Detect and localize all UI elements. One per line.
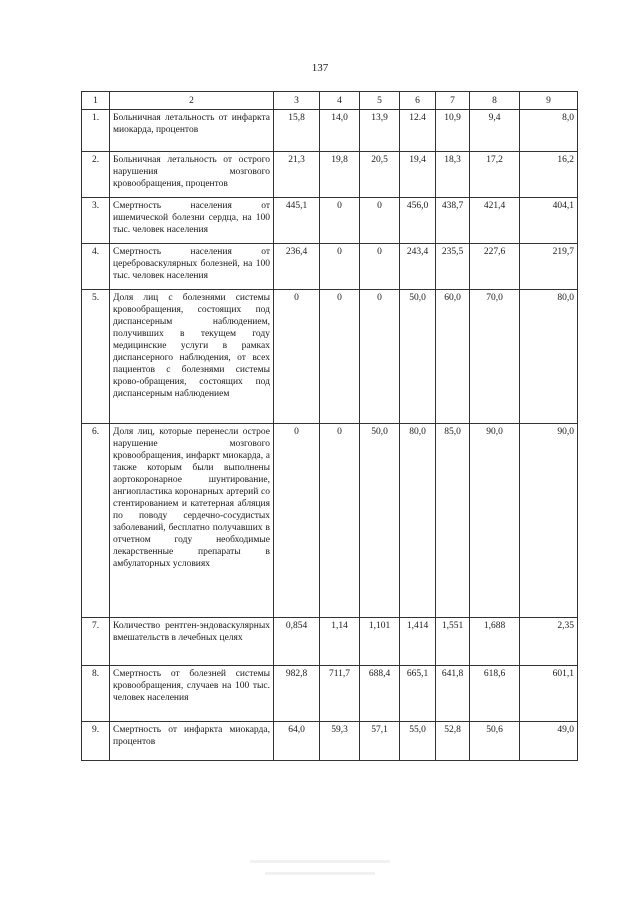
value-cell: 9,4 bbox=[470, 110, 520, 152]
value-cell: 21,3 bbox=[274, 152, 320, 198]
value-cell: 0 bbox=[274, 290, 320, 424]
row-number: 2. bbox=[82, 152, 110, 198]
indicator-description: Количество рентген-эндоваскулярных вмешательств в лечебных целях bbox=[110, 618, 274, 666]
value-cell: 16,2 bbox=[520, 152, 578, 198]
value-cell: 456,0 bbox=[400, 198, 436, 244]
table-row bbox=[82, 244, 578, 290]
value-cell: 0 bbox=[320, 244, 360, 290]
indicator-description: Смертность от инфаркта миокарда, процентов bbox=[110, 722, 274, 761]
value-cell: 641,8 bbox=[436, 666, 470, 722]
value-cell: 52,8 bbox=[436, 722, 470, 761]
table-body bbox=[82, 92, 578, 761]
table-row bbox=[82, 290, 578, 424]
table-row bbox=[82, 666, 578, 722]
value-cell: 8,0 bbox=[520, 110, 578, 152]
value-cell: 1,414 bbox=[400, 618, 436, 666]
indicator-description: Доля лиц, которые перенесли острое нарушение мозгового кровообращения, инфаркт миокарда, а также которым были выполнены аортокоронарное шунтирование, ангиопластика коронарных артерий со стентированием и катетерная абляция по поводу сердечно-сосудистых заболеваний, бесплатно получавших в отчетном году необходимые лекарственные препараты в амбулаторных условиях bbox=[110, 424, 274, 618]
value-cell: 18,3 bbox=[436, 152, 470, 198]
value-cell: 404,1 bbox=[520, 198, 578, 244]
value-cell: 19,8 bbox=[320, 152, 360, 198]
value-cell: 80,0 bbox=[400, 424, 436, 618]
value-cell: 20,5 bbox=[360, 152, 400, 198]
row-number: 6. bbox=[82, 424, 110, 618]
value-cell: 50,6 bbox=[470, 722, 520, 761]
column-header: 3 bbox=[274, 92, 320, 110]
page-number: 137 bbox=[311, 62, 329, 74]
value-cell: 64,0 bbox=[274, 722, 320, 761]
row-number: 1. bbox=[82, 110, 110, 152]
value-cell: 1,551 bbox=[436, 618, 470, 666]
value-cell: 0 bbox=[320, 290, 360, 424]
value-cell: 618,6 bbox=[470, 666, 520, 722]
value-cell: 0,854 bbox=[274, 618, 320, 666]
row-number: 5. bbox=[82, 290, 110, 424]
value-cell: 711,7 bbox=[320, 666, 360, 722]
value-cell: 219,7 bbox=[520, 244, 578, 290]
value-cell: 0 bbox=[320, 424, 360, 618]
column-header: 8 bbox=[470, 92, 520, 110]
value-cell: 13,9 bbox=[360, 110, 400, 152]
row-number: 7. bbox=[82, 618, 110, 666]
value-cell: 90,0 bbox=[520, 424, 578, 618]
value-cell: 0 bbox=[274, 424, 320, 618]
indicator-description: Больничная летальность от инфаркта миокарда, процентов bbox=[110, 110, 274, 152]
value-cell: 235,5 bbox=[436, 244, 470, 290]
value-cell: 688,4 bbox=[360, 666, 400, 722]
column-header: 2 bbox=[110, 92, 274, 110]
value-cell: 0 bbox=[360, 290, 400, 424]
value-cell: 445,1 bbox=[274, 198, 320, 244]
value-cell: 17,2 bbox=[470, 152, 520, 198]
value-cell: 243,4 bbox=[400, 244, 436, 290]
column-header: 9 bbox=[520, 92, 578, 110]
table-header-row bbox=[82, 92, 578, 110]
value-cell: 665,1 bbox=[400, 666, 436, 722]
value-cell: 1,688 bbox=[470, 618, 520, 666]
value-cell: 15,8 bbox=[274, 110, 320, 152]
table-row bbox=[82, 424, 578, 618]
row-number: 4. bbox=[82, 244, 110, 290]
value-cell: 0 bbox=[360, 198, 400, 244]
value-cell: 1,14 bbox=[320, 618, 360, 666]
value-cell: 438,7 bbox=[436, 198, 470, 244]
indicator-description: Больничная летальность от острого нарушения мозгового кровообращения, процентов bbox=[110, 152, 274, 198]
scan-artifact bbox=[250, 860, 390, 863]
value-cell: 421,4 bbox=[470, 198, 520, 244]
value-cell: 60,0 bbox=[436, 290, 470, 424]
table-row bbox=[82, 110, 578, 152]
value-cell: 227,6 bbox=[470, 244, 520, 290]
indicator-description: Доля лиц с болезнями системы кровообращения, состоящих под диспансерным наблюдением, получивших в текущем году медицинские услуги в рамках диспансерного наблюдения, от всех пациентов с болезнями системы крово-обращения, состоящих под диспансерным наблюдением bbox=[110, 290, 274, 424]
table-row bbox=[82, 618, 578, 666]
value-cell: 55,0 bbox=[400, 722, 436, 761]
value-cell: 85,0 bbox=[436, 424, 470, 618]
indicator-description: Смертность от болезней системы кровообращения, случаев на 100 тыс. человек населения bbox=[110, 666, 274, 722]
table-row bbox=[82, 198, 578, 244]
indicators-table bbox=[81, 91, 578, 761]
value-cell: 601,1 bbox=[520, 666, 578, 722]
value-cell: 982,8 bbox=[274, 666, 320, 722]
row-number: 3. bbox=[82, 198, 110, 244]
indicator-description: Смертность населения от цереброваскулярных болезней, на 100 тыс. человек населения bbox=[110, 244, 274, 290]
value-cell: 2,35 bbox=[520, 618, 578, 666]
value-cell: 1,101 bbox=[360, 618, 400, 666]
value-cell: 80,0 bbox=[520, 290, 578, 424]
table-row bbox=[82, 152, 578, 198]
column-header: 6 bbox=[400, 92, 436, 110]
value-cell: 0 bbox=[320, 198, 360, 244]
scan-artifact bbox=[265, 872, 375, 875]
column-header: 7 bbox=[436, 92, 470, 110]
value-cell: 12.4 bbox=[400, 110, 436, 152]
column-header: 5 bbox=[360, 92, 400, 110]
value-cell: 90,0 bbox=[470, 424, 520, 618]
value-cell: 14,0 bbox=[320, 110, 360, 152]
column-header: 4 bbox=[320, 92, 360, 110]
value-cell: 50,0 bbox=[360, 424, 400, 618]
value-cell: 236,4 bbox=[274, 244, 320, 290]
row-number: 8. bbox=[82, 666, 110, 722]
value-cell: 49,0 bbox=[520, 722, 578, 761]
value-cell: 50,0 bbox=[400, 290, 436, 424]
value-cell: 59,3 bbox=[320, 722, 360, 761]
row-number: 9. bbox=[82, 722, 110, 761]
value-cell: 19,4 bbox=[400, 152, 436, 198]
table-row bbox=[82, 722, 578, 761]
value-cell: 70,0 bbox=[470, 290, 520, 424]
value-cell: 0 bbox=[360, 244, 400, 290]
column-header: 1 bbox=[82, 92, 110, 110]
value-cell: 57,1 bbox=[360, 722, 400, 761]
indicator-description: Смертность населения от ишемической болезни сердца, на 100 тыс. человек населения bbox=[110, 198, 274, 244]
value-cell: 10,9 bbox=[436, 110, 470, 152]
